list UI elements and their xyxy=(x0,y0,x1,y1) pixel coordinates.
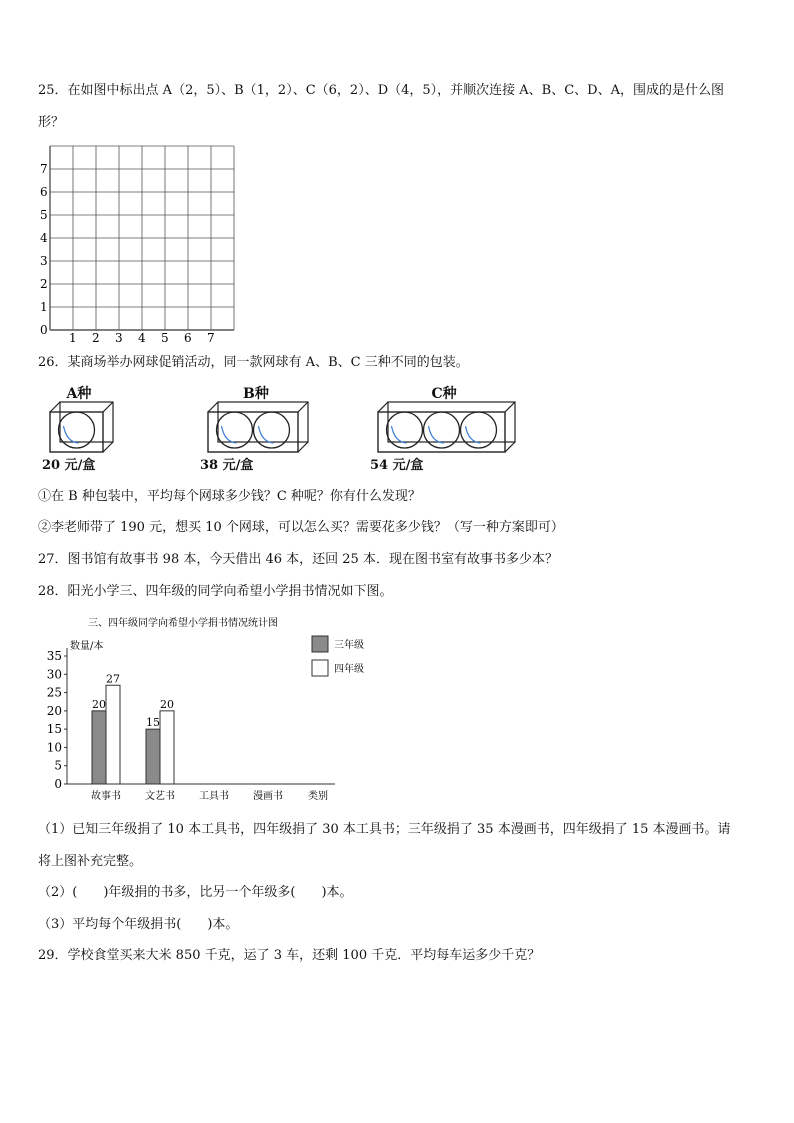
bar xyxy=(160,711,174,784)
q28-sub3: （3）平均每个年级捐书( )本。 xyxy=(38,917,239,932)
y-tick-label: 30 xyxy=(46,667,62,682)
y-tick-label: 15 xyxy=(46,722,62,737)
coordinate-grid xyxy=(36,140,236,345)
bar-value-label: 20 xyxy=(92,697,106,711)
bar xyxy=(92,711,106,784)
y-tick-label: 10 xyxy=(46,740,62,755)
grid-x-tick: 4 xyxy=(138,331,146,345)
q25-text-line2: 形？ xyxy=(38,115,65,130)
box-edge xyxy=(378,402,388,412)
legend-swatch xyxy=(312,636,328,652)
box-edge xyxy=(505,402,515,412)
category-label: 故事书 xyxy=(91,791,121,802)
legend-label: 三年级 xyxy=(334,640,364,651)
box-back xyxy=(60,402,113,442)
q28-sub1-line1: （1）已知三年级捐了 10 本工具书，四年级捐了 30 本工具书；三年级捐了 35 本漫画书，四年级捐了 15 本漫画书。请 xyxy=(38,822,731,837)
chart-legend xyxy=(312,636,364,676)
package-price: 20 元/盒 xyxy=(42,458,96,473)
bar xyxy=(106,685,120,784)
q26-sub1: ①在 B 种包装中，平均每个网球多少钱？C 种呢？你有什么发现？ xyxy=(38,489,421,504)
bar xyxy=(146,729,160,784)
q28-text: 28．阳光小学三、四年级的同学向希望小学捐书情况如下图。 xyxy=(38,584,393,599)
box-edge xyxy=(298,442,308,452)
ball-seam xyxy=(259,426,274,443)
grid-y-tick: 5 xyxy=(40,208,48,222)
legend-label: 四年级 xyxy=(334,664,364,675)
chart-title: 三、四年级同学向希望小学捐书情况统计图 xyxy=(88,618,278,629)
donation-bar-chart xyxy=(40,612,370,802)
chart-y-tick-labels xyxy=(47,649,62,791)
grid-y-tick: 0 xyxy=(40,323,48,337)
box-edge xyxy=(50,402,60,412)
q27-text: 27．图书馆有故事书 98 本，今天借出 46 本，还回 25 本．现在图书室有故事书多少本？ xyxy=(38,552,558,567)
package-label: C种 xyxy=(431,386,457,402)
grid-y-tick-labels xyxy=(40,162,48,337)
box-edge xyxy=(505,442,515,452)
grid-y-tick: 4 xyxy=(40,231,48,245)
ball-seam xyxy=(64,426,79,443)
bar-value-label: 20 xyxy=(160,697,174,711)
category-label: 工具书 xyxy=(199,791,229,802)
grid-y-tick: 1 xyxy=(40,300,48,314)
ball-seam xyxy=(466,426,481,443)
box-front xyxy=(50,412,103,452)
grid-lines xyxy=(50,146,234,330)
grid-y-tick: 3 xyxy=(40,254,48,268)
chart-category-labels xyxy=(91,789,283,802)
y-tick-label: 5 xyxy=(54,758,62,773)
box-back xyxy=(218,402,308,442)
box-edge xyxy=(298,402,308,412)
bar-value-label: 27 xyxy=(106,672,120,686)
grid-x-tick: 3 xyxy=(115,331,123,345)
category-label: 漫画书 xyxy=(253,791,283,802)
grid-x-tick: 5 xyxy=(161,331,169,345)
q29-text: 29．学校食堂买来大米 850 千克，运了 3 车，还剩 100 千克．平均每车运多少千克？ xyxy=(38,948,541,963)
package-price: 54 元/盒 xyxy=(370,458,424,473)
package-label: A种 xyxy=(66,386,92,402)
legend-swatch xyxy=(312,660,328,676)
ball-seam xyxy=(222,426,237,443)
y-tick-label: 20 xyxy=(46,703,62,718)
q25-text-line1: 25．在如图中标出点 A（2，5）、B（1，2）、C（6，2）、D（4，5），并顺次连接 A、B、C、D、A，围成的是什么图 xyxy=(38,83,724,98)
category-label: 文艺书 xyxy=(145,791,175,802)
chart-ylabel: 数量/本 xyxy=(70,641,104,652)
grid-x-tick: 2 xyxy=(92,331,100,345)
ball-seam xyxy=(392,426,407,443)
grid-y-tick: 2 xyxy=(40,277,48,291)
q26-text: 26．某商场举办网球促销活动，同一款网球有 A、B、C 三种不同的包装。 xyxy=(38,355,469,370)
ball-seam xyxy=(429,426,444,443)
grid-y-tick: 7 xyxy=(40,162,48,176)
chart-xlabel: 类别 xyxy=(308,791,328,802)
grid-x-tick-labels xyxy=(69,331,215,345)
package-label: B种 xyxy=(243,386,269,402)
box-edge xyxy=(103,402,113,412)
bar-value-label: 15 xyxy=(146,716,160,730)
chart-bars xyxy=(92,672,174,784)
y-tick-label: 35 xyxy=(46,649,62,663)
y-tick-label: 25 xyxy=(46,685,62,700)
grid-x-tick: 6 xyxy=(184,331,192,345)
box-edge xyxy=(103,442,113,452)
q28-sub1-line2: 将上图补充完整。 xyxy=(38,854,143,869)
box-edge xyxy=(208,402,218,412)
y-tick-label: 0 xyxy=(54,777,62,791)
grid-x-tick: 7 xyxy=(207,331,215,345)
q26-sub2: ②李老师带了 190 元，想买 10 个网球，可以怎么买？需要花多少钱？（写一种方案即可） xyxy=(38,520,564,535)
q28-sub2: （2）( )年级捐的书多，比另一个年级多( )本。 xyxy=(38,885,353,900)
package-price: 38 元/盒 xyxy=(200,458,254,473)
grid-y-tick: 6 xyxy=(40,185,48,199)
grid-x-tick: 1 xyxy=(69,331,77,345)
